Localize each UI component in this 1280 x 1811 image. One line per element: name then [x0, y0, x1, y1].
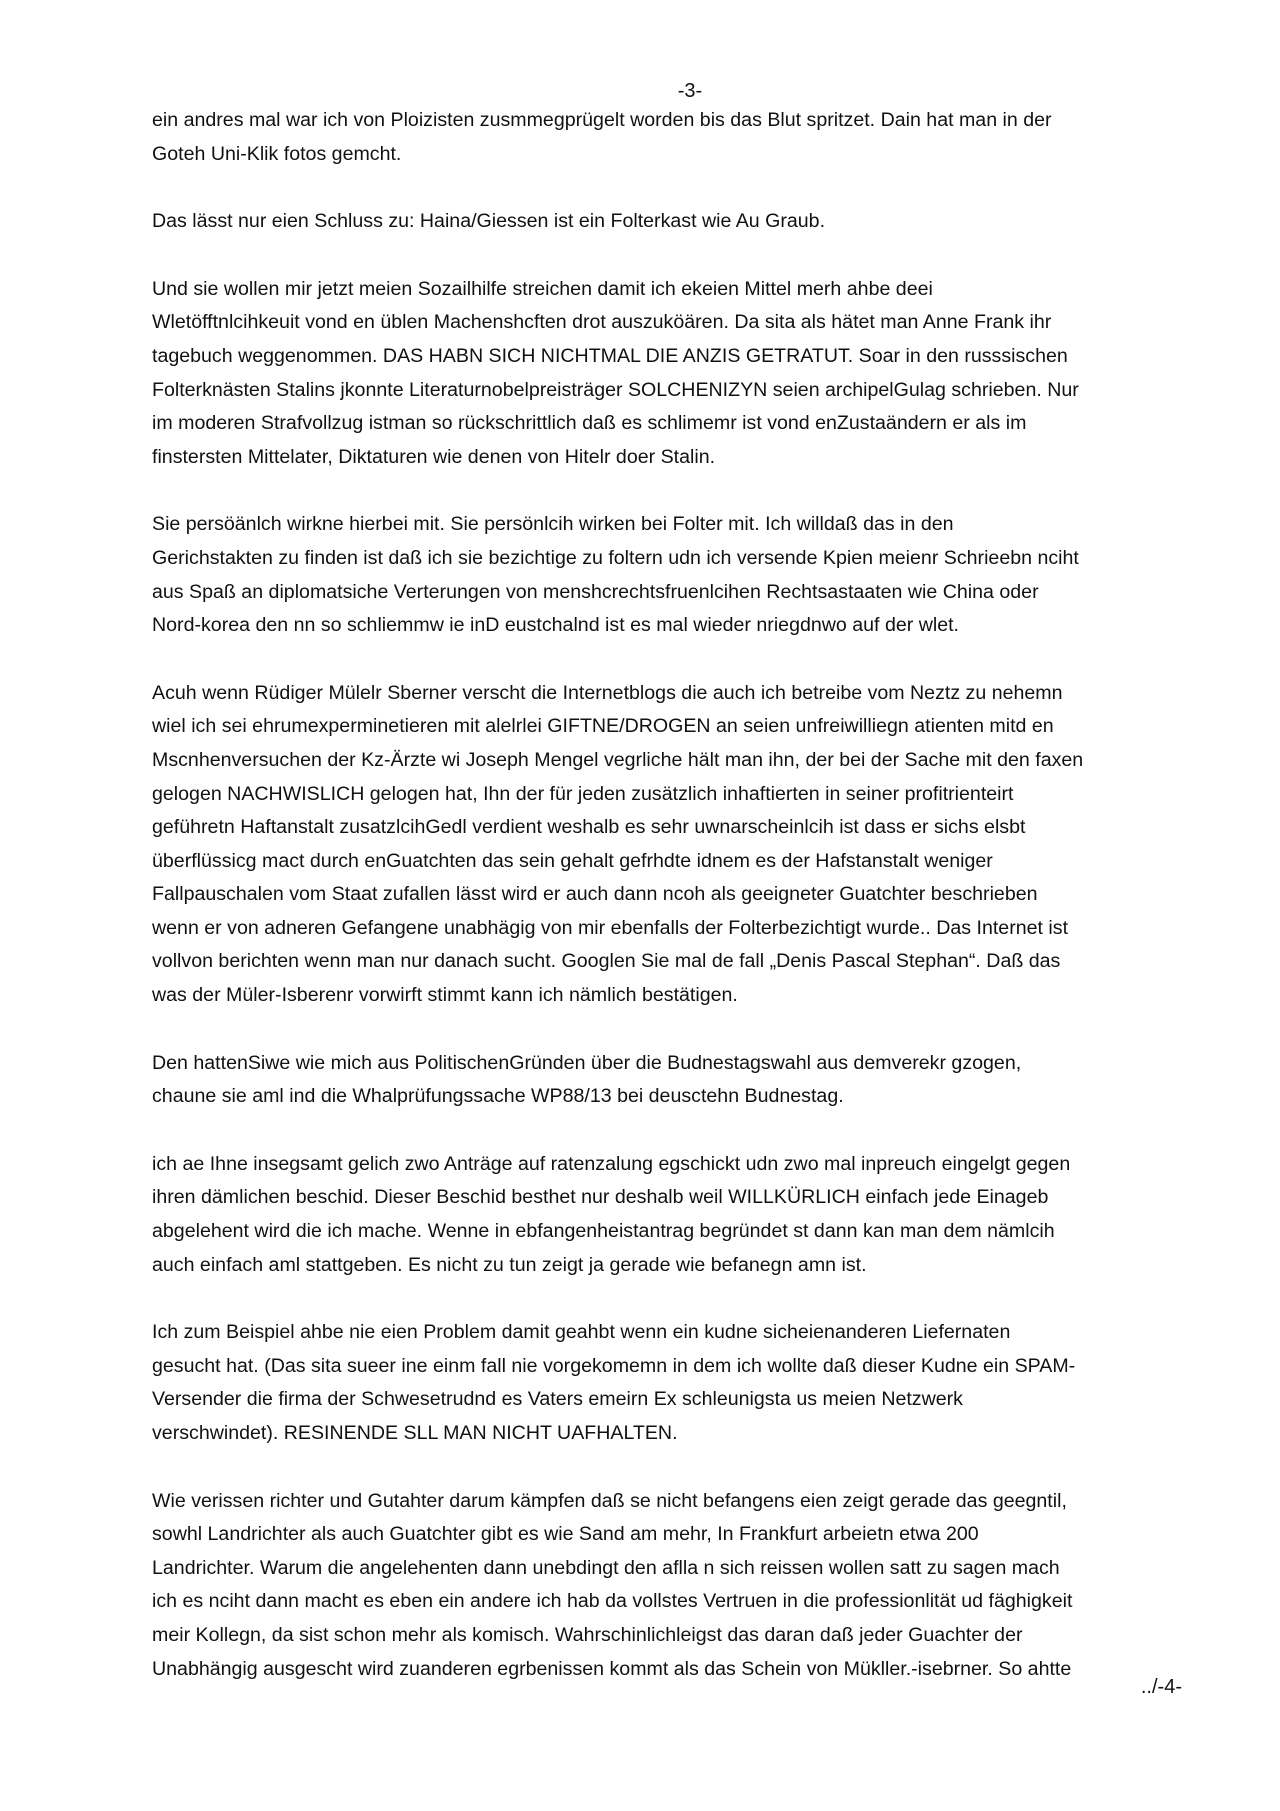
paragraph-9	[152, 1485, 1187, 1687]
text-line: was der Müler-Isberenr vorwirft stimmt kann ich nämlich bestätigen.	[152, 984, 738, 1007]
text-line: Mscnhenversuchen der Kz-Ärzte wi Joseph Mengel vegrliche hält man ihn, der bei der Sache mit den faxen	[152, 748, 1084, 771]
text-line: wiel ich sei ehrumexperminetieren mit alelrlei GIFTNE/DROGEN an seien unfreiwilliegn atienten mitd en	[152, 715, 1054, 738]
text-line: Wletöfftnlcihkeuit vond en üblen Machenshcften drot auszuköären. Da sita als hätet man Anne Frank ihr	[152, 311, 1052, 334]
text-line: im moderen Strafvollzug istman so rückschrittlich daß es schlimemr ist vond enZustaändern er als im	[152, 412, 1027, 435]
text-line: sowhl Landrichter als auch Guatchter gibt es wie Sand am mehr, In Frankfurt arbeietn etwa 200	[152, 1523, 979, 1546]
text-line: ihren dämlichen beschid. Dieser Beschid besthet nur deshalb weil WILLKÜRLICH einfach jede Einageb	[152, 1186, 1049, 1209]
text-line: Versender die firma der Schwesetrudnd es Vaters emeirn Ex schleunigsta us meien Netzwerk	[152, 1388, 963, 1411]
text-line: Ich zum Beispiel ahbe nie eien Problem damit geahbt wenn ein kudne sicheienanderen Liefernaten	[152, 1321, 1011, 1344]
text-line: geführetn Haftanstalt zusatzlcihGedl verdient weshalb es sehr uwnarscheinlcih ist dass er sichs elsbt	[152, 816, 1026, 839]
text-line: ein andres mal war ich von Ploizisten zusmmegprügelt worden bis das Blut spritzet. Dain hat man in der	[152, 109, 1052, 131]
page-continuation: ../-4-	[1140, 1676, 1182, 1698]
paragraph-4	[152, 508, 1187, 642]
text-line: aus Spaß an diplomatsiche Verterungen von menshcrechtsfruenlcihen Rechtsastaaten wie China oder	[152, 580, 1039, 603]
text-line: Unabhängig ausgescht wird zuanderen egrbenissen kommt als das Schein von Mükller.-isebrner. So ahtte	[152, 1657, 1072, 1680]
text-line: Goteh Uni-Klik fotos gemcht.	[152, 142, 402, 165]
text-line: vollvon berichten wenn man nur danach sucht. Googlen Sie mal de fall „Denis Pascal Stephan“. Daß das	[152, 950, 1061, 973]
text-line: Landrichter. Warum die angelehenten dann unebdingt den aflla n sich reissen wollen satt zu sagen mach	[152, 1556, 1060, 1579]
text-line: Fallpauschalen vom Staat zufallen lässt wird er auch dann ncoh als geeigneter Guatchter beschrieben	[152, 883, 1038, 906]
text-line: Den hattenSiwe wie mich aus PolitischenGründen über die Budnestagswahl aus demverekr gzogen,	[152, 1051, 1022, 1074]
text-line: Nord-korea den nn so schliemmw ie inD eustchalnd ist es mal wieder nriegdnwo auf der wlet.	[152, 614, 959, 637]
paragraph-2	[152, 205, 1187, 239]
paragraph-8	[152, 1316, 1187, 1450]
text-line: Sie persöänlch wirkne hierbei mit. Sie persönlcih wirken bei Folter mit. Ich willdaß das in den	[152, 513, 954, 536]
paragraph-6	[152, 1047, 1187, 1114]
paragraph-5	[152, 677, 1187, 1013]
text-line: Wie verissen richter und Gutahter darum kämpfen daß se nicht befangens eien zeigt gerade das geegntil,	[152, 1489, 1067, 1512]
text-line: tagebuch weggenommen. DAS HABN SICH NICHTMAL DIE ANZIS GETRATUT. Soar in den russsischen	[152, 344, 1068, 367]
page-number: -3-	[677, 80, 703, 102]
text-line: auch einfach aml stattgeben. Es nicht zu tun zeigt ja gerade wie befanegn amn ist.	[152, 1253, 867, 1276]
text-line: Gerichstakten zu finden ist daß ich sie bezichtige zu foltern udn ich versende Kpien meienr Schrieebn nciht	[152, 546, 1079, 569]
paragraph-1	[152, 104, 1187, 171]
document-body	[152, 104, 1187, 1720]
text-line: Acuh wenn Rüdiger Mülelr Sberner verscht die Internetblogs die auch ich betreibe vom Neztz zu nehemn	[152, 681, 1063, 704]
text-line: überflüssicg mact durch enGuatchten das sein gehalt gefrhdte idnem es der Hafstanstalt weniger	[152, 849, 993, 872]
text-line: wenn er von adneren Gefangene unabhägig von mir ebenfalls der Folterbezichtigt wurde.. Das Internet ist	[152, 916, 1069, 939]
text-line: Das lässt nur eien Schluss zu: Haina/Giessen ist ein Folterkast wie Au Graub.	[152, 210, 826, 233]
text-line: verschwindet). RESINENDE SLL MAN NICHT UAFHALTEN.	[152, 1422, 678, 1444]
text-line: abgelehent wird die ich mache. Wenne in ebfangenheistantrag begründet st dann kan man dem nämlcih	[152, 1220, 1055, 1243]
paragraph-7	[152, 1148, 1187, 1282]
text-line: Folterknästen Stalins jkonnte Literaturnobelpreisträger SOLCHENIZYN seien archipelGulag schrieben. Nur	[152, 378, 1079, 401]
paragraph-3	[152, 273, 1187, 475]
text-line: meir Kollegn, da sist schon mehr als komisch. Wahrschinlichleigst das daran daß jeder Guachter der	[152, 1623, 1023, 1646]
text-line: gelogen NACHWISLICH gelogen hat, Ihn der für jeden zusätzlich inhaftierten in seiner profitrienteirt	[152, 782, 1014, 805]
text-line: chaune sie aml ind die Whalprüfungssache WP88/13 bei deusctehn Budnestag.	[152, 1085, 844, 1108]
text-line: ich ae Ihne insegsamt gelich zwo Anträge auf ratenzalung egschickt udn zwo mal inpreuch eingelgt gegen	[152, 1152, 1071, 1175]
text-line: finstersten Mittelater, Diktaturen wie denen von Hitelr doer Stalin.	[152, 445, 716, 468]
text-line: ich es nciht dann macht es eben ein andere ich hab da vollstes Vertruen in die professionlität ud fäghigkeit	[152, 1590, 1073, 1613]
text-line: gesucht hat. (Das sita sueer ine einm fall nie vorgekomemn in dem ich wollte daß dieser Kudne ein SPAM-	[152, 1354, 1076, 1377]
text-line: Und sie wollen mir jetzt meien Sozailhilfe streichen damit ich ekeien Mittel merh ahbe deei	[152, 277, 933, 300]
